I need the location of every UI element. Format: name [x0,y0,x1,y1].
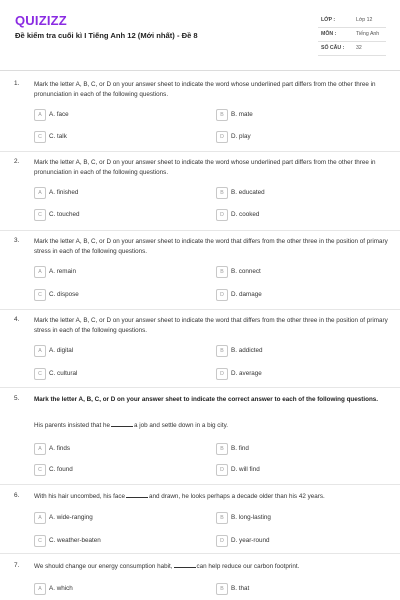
question-divider [0,151,400,152]
question-text: Mark the letter A, B, C, or D on your answer sheet to indicate the word whose underlined part differs from the other three in pronunciation in each of the following questions. [34,81,376,98]
option-label: D. damage [231,291,262,298]
header-divider [0,70,400,71]
option-letter-box: A [34,109,46,121]
option-letter-box: A [34,512,46,524]
question-number: 4. [14,316,20,323]
option-letter-box: C [34,368,46,380]
answer-blank [174,567,196,568]
option-label: A. which [49,585,73,592]
option-label: C. dispose [49,291,79,298]
question-text: Mark the letter A, B, C, or D on your answer sheet to indicate the word whose underlined part differs from the other three in pronunciation in each of the following questions. [34,159,376,176]
option-letter-box: A [34,583,46,595]
option-letter-box: D [216,368,228,380]
meta-key: LỚP : [321,17,336,23]
option-letter-box: C [34,131,46,143]
question-divider [0,230,400,231]
option-label: B. mate [231,111,253,118]
option-label: A. finds [49,445,70,452]
option-letter-box: B [216,443,228,455]
sentence-start: We should change our energy consumption habit, [34,563,173,570]
option-label: D. average [231,370,262,377]
option-letter-box: B [216,187,228,199]
question-divider [0,387,400,388]
question-number: 5. [14,395,20,402]
option-label: C. touched [49,211,80,218]
option-label: A. wide-ranging [49,514,93,521]
option-label: C. talk [49,133,67,140]
meta-row-count [318,41,386,56]
option-label: D. year-round [231,537,270,544]
question-sentence [34,422,228,429]
option-letter-box: C [34,535,46,547]
option-letter-box: B [216,109,228,121]
option-label: C. cultural [49,370,78,377]
sentence-start: His parents insisted that he [34,422,110,429]
page-header [0,0,400,62]
option-letter-box: A [34,266,46,278]
option-letter-box: B [216,512,228,524]
question-divider [0,484,400,485]
option-letter-box: B [216,345,228,357]
sentence-end: a job and settle down in a big city. [133,422,229,429]
question-text: Mark the letter A, B, C, or D on your answer sheet to indicate the word that differs from the other three in the position of primary stress in each of the following questions. [34,238,388,255]
sentence-end: and drawn, he looks perhaps a decade older than his 42 years. [149,493,325,500]
option-label: D. play [231,133,251,140]
question-number: 2. [14,158,20,165]
option-letter-box: D [216,131,228,143]
option-label: B. find [231,445,249,452]
option-letter-box: D [216,535,228,547]
option-letter-box: D [216,464,228,476]
meta-key: SỐ CÂU : [321,45,345,51]
meta-row-subject [318,27,386,42]
option-letter-box: B [216,583,228,595]
option-letter-box: B [216,266,228,278]
option-letter-box: A [34,443,46,455]
meta-key: MÔN : [321,31,337,37]
option-letter-box: C [34,209,46,221]
option-label: A. finished [49,189,79,196]
quizizz-logo[interactable]: QUIZIZZ [15,13,67,28]
answer-blank [111,426,133,427]
question-number: 1. [14,80,20,87]
option-letter-box: A [34,187,46,199]
option-label: C. weather-beaten [49,537,101,544]
meta-value: 32 [356,45,362,51]
exam-title: Đề kiểm tra cuối kì I Tiếng Anh 12 (Mới nhất) - Đề 8 [15,31,198,40]
question-instruction: Mark the letter A, B, C, or D on your answer sheet to indicate the correct answer to each of the following questions. [34,396,379,403]
sentence-start: With his hair uncombed, his face [34,493,125,500]
option-label: D. will find [231,466,260,473]
option-label: B. educated [231,189,265,196]
option-label: B. that [231,585,250,592]
question-number: 3. [14,237,20,244]
option-label: A. face [49,111,69,118]
question-text [34,492,389,502]
question-text [34,562,389,572]
option-letter-box: D [216,209,228,221]
option-label: C. found [49,466,73,473]
meta-row-class [318,13,386,28]
option-label: B. long-lasting [231,514,271,521]
question-number: 7. [14,562,20,569]
option-label: B. addicted [231,347,263,354]
option-letter-box: C [34,464,46,476]
option-label: B. connect [231,268,261,275]
option-label: A. digital [49,347,74,354]
sentence-end: can help reduce our carbon footprint. [196,563,300,570]
question-divider [0,553,400,554]
meta-value: Tiếng Anh [356,31,380,37]
question-divider [0,309,400,310]
answer-blank [126,497,148,498]
question-text: Mark the letter A, B, C, or D on your answer sheet to indicate the word that differs from the other three in the position of primary stress in each of the following questions. [34,317,388,334]
option-letter-box: A [34,345,46,357]
option-label: D. cooked [231,211,260,218]
option-label: A. remain [49,268,76,275]
question-number: 6. [14,492,20,499]
option-letter-box: D [216,289,228,301]
meta-value: Lớp 12 [356,17,373,23]
option-letter-box: C [34,289,46,301]
